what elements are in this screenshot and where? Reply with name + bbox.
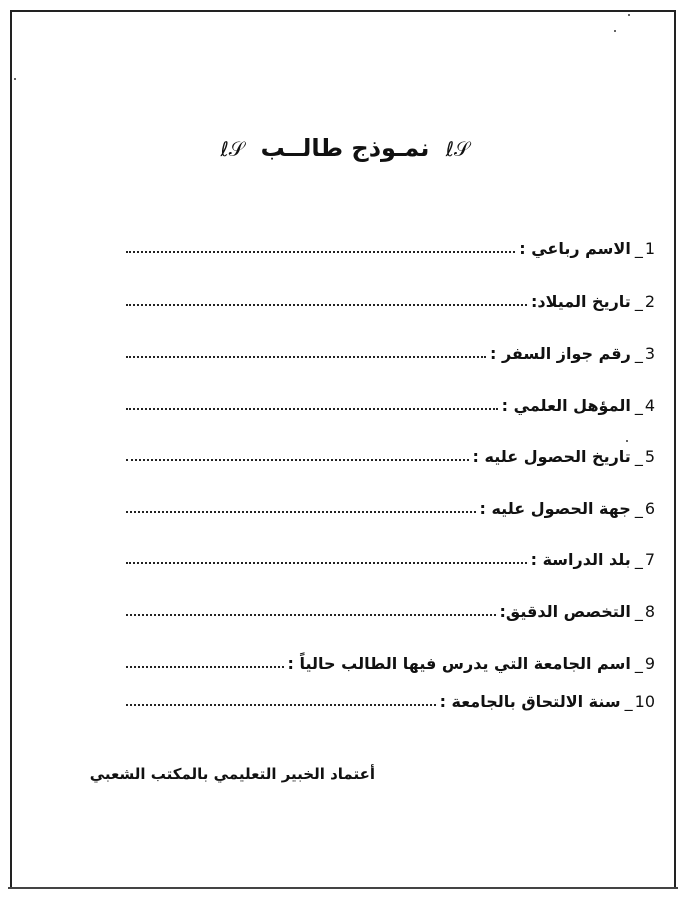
form-field-specialization[interactable] [120, 595, 655, 621]
field-fill-line[interactable] [126, 304, 527, 306]
field-fill-line[interactable] [126, 251, 515, 253]
form-field-current-university[interactable] [120, 647, 655, 673]
form-field-issuing-body[interactable] [120, 492, 655, 518]
form-field-study-country[interactable] [120, 543, 655, 569]
field-label: اسم الجامعة التي يدرس فيها الطالب حالياً : [287, 654, 631, 673]
field-fill-line[interactable] [126, 511, 476, 513]
approval-footer: أعتماد الخبير التعليمي بالمكتب الشعبي [89, 765, 375, 783]
field-separator: _ [634, 292, 643, 311]
field-number: 4 [644, 396, 655, 415]
form-field-full-name[interactable] [120, 232, 655, 258]
ornament-left-icon: ℓ𝒮 [220, 137, 245, 161]
field-number: 3 [644, 344, 655, 363]
field-label: سنة الالتحاق بالجامعة : [439, 692, 621, 711]
form-title [0, 134, 690, 162]
field-separator: _ [634, 654, 643, 673]
field-separator: _ [634, 499, 643, 518]
field-label: الاسم رباعي : [519, 239, 631, 258]
field-label: المؤهل العلمي : [501, 396, 631, 415]
field-label: تاريخ الميلاد: [530, 292, 631, 311]
form-field-enrollment-year[interactable] [120, 685, 655, 711]
field-separator: _ [634, 344, 643, 363]
field-label: التخصص الدقيق: [499, 602, 631, 621]
field-fill-line[interactable] [126, 666, 284, 668]
field-label: جهة الحصول عليه : [479, 499, 631, 518]
page-border-bottom-edge [8, 887, 678, 889]
field-number: 1 [644, 239, 655, 258]
scan-speck [614, 30, 616, 32]
scan-speck [628, 14, 630, 16]
field-number: 7 [644, 550, 655, 569]
field-number: 10 [634, 692, 655, 711]
field-number: 8 [644, 602, 655, 621]
field-label: رقم جواز السفر : [489, 344, 631, 363]
field-fill-line[interactable] [126, 704, 436, 706]
field-fill-line[interactable] [126, 459, 469, 461]
field-number: 2 [644, 292, 655, 311]
form-field-qualification-date[interactable] [120, 440, 655, 466]
field-separator: _ [634, 550, 643, 569]
field-fill-line[interactable] [126, 562, 527, 564]
field-separator: _ [634, 239, 643, 258]
field-fill-line[interactable] [126, 614, 496, 616]
field-separator: _ [634, 602, 643, 621]
form-title-text: نمـوذج طالــب [260, 134, 430, 162]
ornament-right-icon: ℓ𝒮 [445, 137, 470, 161]
field-number: 6 [644, 499, 655, 518]
field-separator: _ [634, 396, 643, 415]
field-separator: _ [624, 692, 633, 711]
form-field-birth-date[interactable] [120, 285, 655, 311]
field-label: تاريخ الحصول عليه : [472, 447, 631, 466]
field-separator: _ [634, 447, 643, 466]
field-number: 5 [644, 447, 655, 466]
form-field-passport-number[interactable] [120, 337, 655, 363]
scan-speck [14, 78, 16, 80]
form-field-qualification[interactable] [120, 389, 655, 415]
field-number: 9 [644, 654, 655, 673]
field-fill-line[interactable] [126, 408, 498, 410]
field-fill-line[interactable] [126, 356, 486, 358]
field-label: بلد الدراسة : [530, 550, 631, 569]
